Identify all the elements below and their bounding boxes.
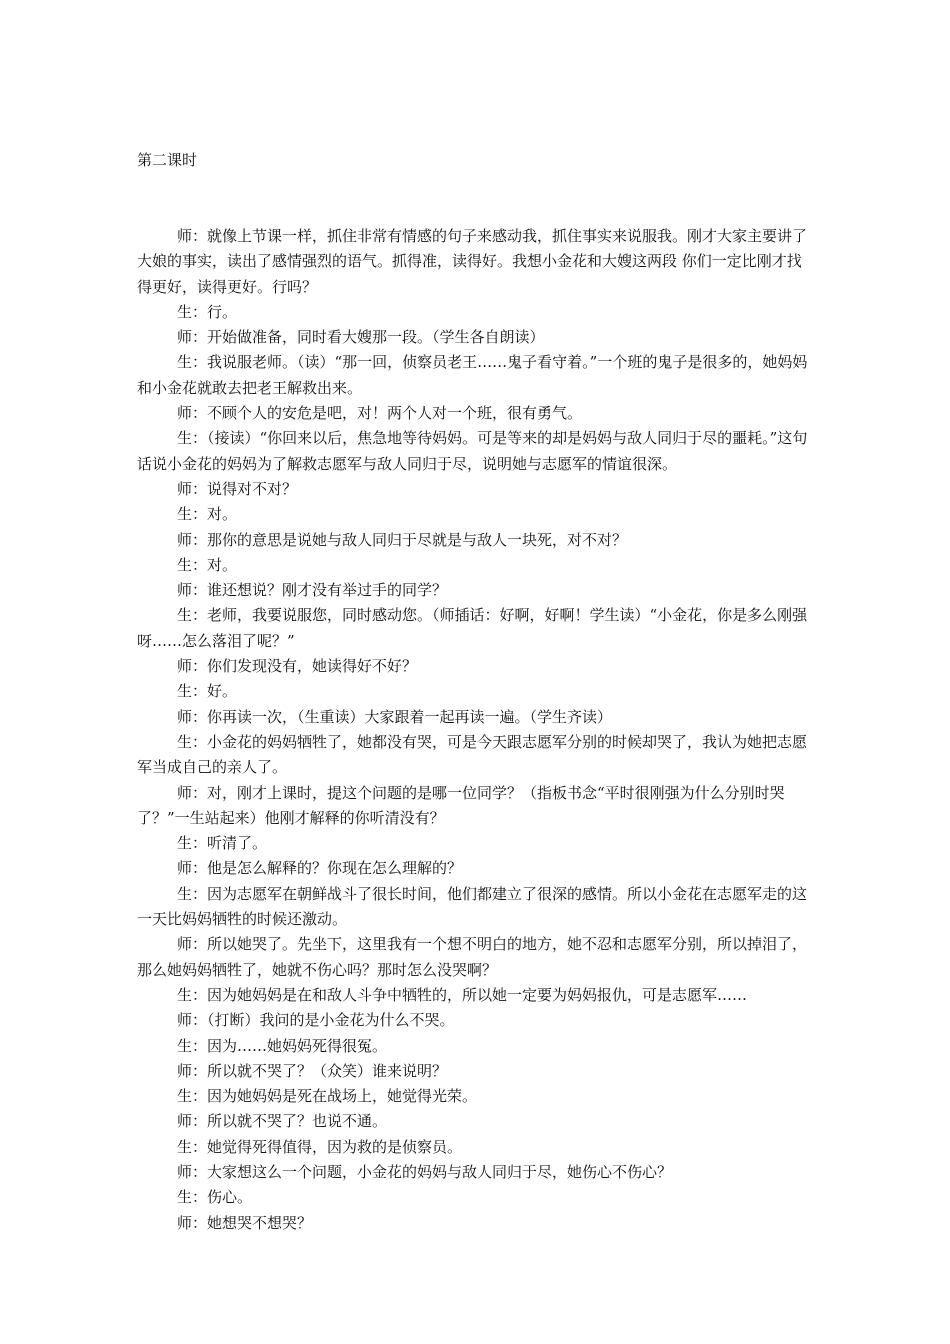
dialogue-paragraph: 生：（接读）“你回来以后，焦急地等待妈妈。可是等来的却是妈妈与敌人同归于尽的噩耗。”这句话说小金花的妈妈为了解救志愿军与敌人同归于尽，说明她与志愿军的情谊很深。 [137, 429, 808, 473]
dialogue-paragraph: 师：你再读一次，（生重读）大家跟着一起再读一遍。（学生齐读） [177, 707, 613, 726]
dialogue-paragraph: 师：（打断）我问的是小金花为什么不哭。 [177, 1011, 455, 1030]
dialogue-paragraph: 师：大家想这么一个问题，小金花的妈妈与敌人同归于尽，她伤心不伤心？ [177, 1162, 673, 1181]
dialogue-paragraph: 生：因为……她妈妈死得很冤。 [177, 1036, 388, 1055]
dialogue-paragraph: 生：因为志愿军在朝鲜战斗了很长时间，他们都建立了很深的感情。所以小金花在志愿军走的这一天比妈妈牺牲的时候还激动。 [137, 884, 808, 929]
dialogue-paragraph: 师：所以就不哭了？（众笑）谁来说明？ [177, 1061, 448, 1080]
dialogue-paragraph: 师：她想哭不想哭？ [177, 1213, 313, 1232]
section-heading: 第二课时 [137, 151, 198, 169]
dialogue-paragraph: 生：因为她妈妈是死在战场上，她觉得光荣。 [177, 1087, 478, 1106]
dialogue-paragraph: 生：因为她妈妈是在和敌人斗争中牺牲的，所以她一定要为妈妈报仇，可是志愿军…… [177, 985, 748, 1004]
dialogue-paragraph: 生：她觉得死得值得，因为救的是侦察员。 [177, 1137, 463, 1156]
dialogue-paragraph: 师：说得对不对？ [177, 479, 298, 498]
dialogue-paragraph: 生：小金花的妈妈牺牲了，她都没有哭，可是今天跟志愿军分别的时候却哭了，我认为她把志愿军当成自己的亲人了。 [137, 732, 808, 777]
dialogue-paragraph: 师：你们发现没有，她读得好不好？ [177, 657, 418, 676]
dialogue-paragraph: 师：他是怎么解释的？你现在怎么理解的？ [177, 859, 463, 878]
dialogue-paragraph: 生：伤心。 [177, 1188, 253, 1207]
dialogue-paragraph: 生：我说服老师。（读）“那一回，侦察员老王……鬼子看守着。”一个班的鬼子是很多的，她妈妈和小金花就敢去把老王解救出来。 [137, 353, 808, 397]
dialogue-paragraph: 生：好。 [177, 682, 238, 701]
dialogue-paragraph: 生：老师，我要说服您，同时感动您。（师插话：好啊，好啊！学生读）“小金花，你是多么刚强呀……怎么落泪了呢？” [137, 606, 808, 650]
dialogue-paragraph: 生：对。 [177, 555, 238, 574]
dialogue-paragraph: 生：对。 [177, 505, 238, 524]
dialogue-paragraph: 师：就像上节课一样，抓住非常有情感的句子来感动我，抓住事实来说服我。刚才大家主要讲了大娘的事实，读出了感情强烈的语气。抓得准，读得好。我想小金花和大嫂这两段 你们一定比刚才找得更好，读得更好。行吗？ [137, 227, 808, 296]
dialogue-paragraph: 师：谁还想说？刚才没有举过手的同学？ [177, 581, 448, 600]
dialogue-paragraph: 师：所以她哭了。先坐下，这里我有一个想不明白的地方，她不忍和志愿军分别，所以掉泪了，那么她妈妈牺牲了，她就不伤心吗？那时怎么没哭啊？ [137, 935, 808, 979]
dialogue-paragraph: 师：不顾个人的安危是吧，对！两个人对一个班，很有勇气。 [177, 404, 583, 423]
dialogue-paragraph: 师：那你的意思是说她与敌人同归于尽就是与敌人一块死，对不对？ [177, 530, 628, 549]
dialogue-paragraph: 生：行。 [177, 302, 238, 321]
dialogue-paragraph: 生：听清了。 [177, 834, 268, 853]
dialogue-paragraph: 师：开始做准备，同时看大嫂那一段。（学生各自朗读） [177, 328, 545, 347]
dialogue-paragraph: 师：所以就不哭了？也说不通。 [177, 1112, 388, 1131]
dialogue-body [137, 224, 815, 1236]
dialogue-paragraph: 师：对，刚才上课时，提这个问题的是哪一位同学？（指板书念“平时很刚强为什么分别时哭了？”一生站起来）他刚才解释的你听清没有？ [137, 783, 785, 827]
